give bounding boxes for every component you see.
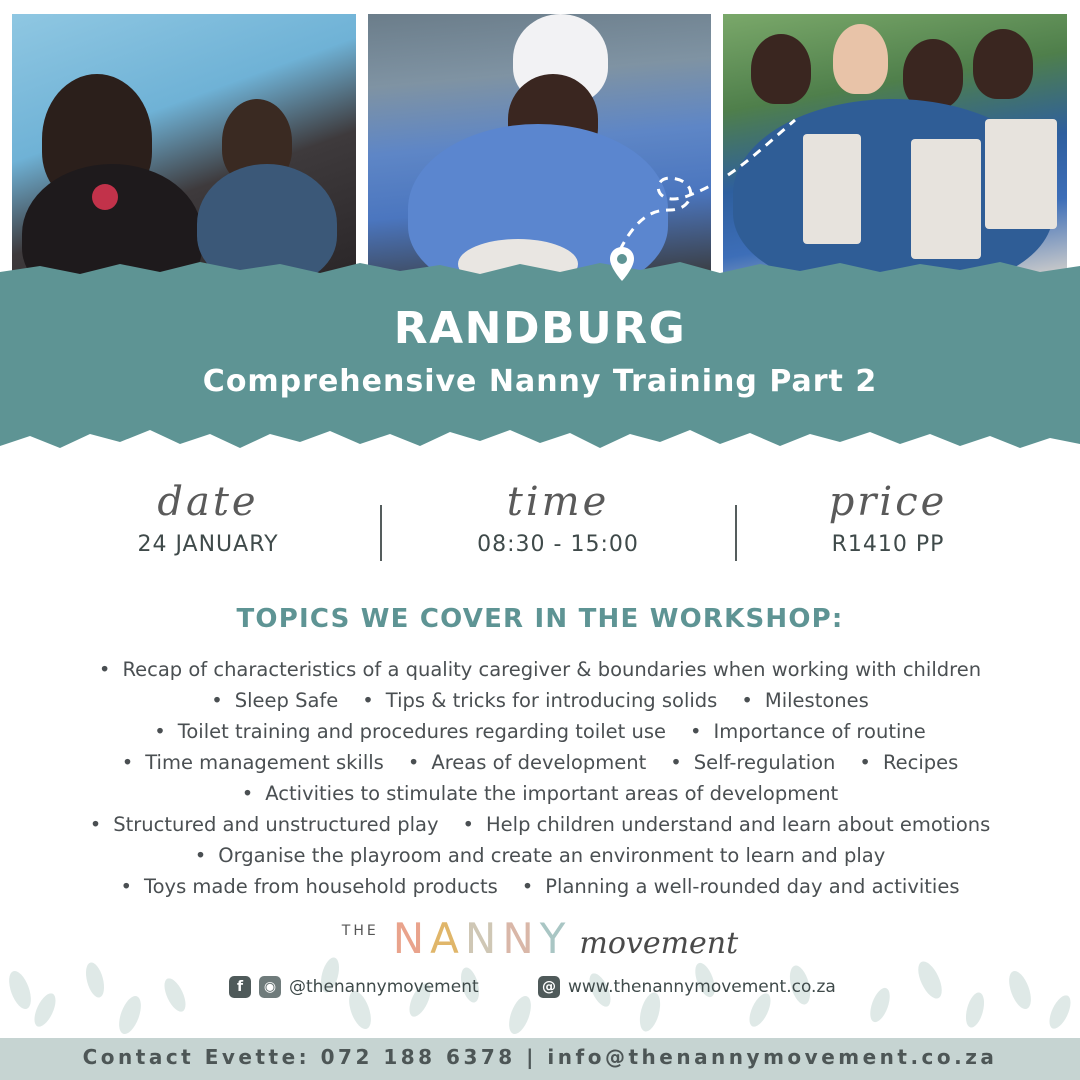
date-value: 24 JANUARY xyxy=(137,532,279,557)
instagram-icon[interactable]: ◉ xyxy=(259,976,281,998)
date-block xyxy=(58,476,358,557)
facebook-icon[interactable]: f xyxy=(229,976,251,998)
topic-item: • Areas of development xyxy=(408,747,646,778)
topic-line xyxy=(0,654,1080,685)
topic-item: • Toilet training and procedures regarding toilet use xyxy=(154,716,666,747)
topic-line xyxy=(0,747,1080,778)
topics-list xyxy=(0,654,1080,902)
topic-item: • Importance of routine xyxy=(690,716,926,747)
logo-letter: Y xyxy=(539,914,572,963)
social-handle[interactable] xyxy=(229,974,479,1000)
website-text[interactable]: www.thenannymovement.co.za xyxy=(568,977,836,997)
logo-letter: A xyxy=(430,914,465,963)
topic-line xyxy=(0,778,1080,809)
topic-item: • Planning a well-rounded day and activities xyxy=(522,871,960,902)
course-subtitle: Comprehensive Nanny Training Part 2 xyxy=(202,364,878,399)
time-block xyxy=(408,476,708,557)
time-label: time xyxy=(506,479,610,525)
logo-movement: movement xyxy=(579,926,739,961)
topic-item: • Recap of characteristics of a quality caregiver & boundaries when working with children xyxy=(99,654,981,685)
at-icon: @ xyxy=(538,976,560,998)
website-link[interactable] xyxy=(538,974,836,1000)
city-title: RANDBURG xyxy=(393,303,687,354)
topic-item: • Self-regulation xyxy=(670,747,835,778)
topic-item: • Tips & tricks for introducing solids xyxy=(362,685,717,716)
social-handle-text[interactable]: @thenannymovement xyxy=(289,977,479,997)
logo-the: THE xyxy=(341,923,379,939)
topic-line xyxy=(0,685,1080,716)
topic-item: • Toys made from household products xyxy=(120,871,497,902)
photo-strip xyxy=(0,0,1080,300)
topic-item: • Help children understand and learn about emotions xyxy=(462,809,990,840)
logo-letter: N xyxy=(502,914,540,963)
topic-line xyxy=(0,809,1080,840)
topic-item: • Sleep Safe xyxy=(211,685,338,716)
photo-workshop-participants xyxy=(12,14,356,279)
topic-item: • Organise the playroom and create an environment to learn and play xyxy=(195,840,886,871)
divider xyxy=(735,505,737,561)
torn-paper-shape xyxy=(0,258,1080,458)
topic-item: • Recipes xyxy=(859,747,958,778)
location-pin-icon xyxy=(609,246,635,282)
topic-item: • Time management skills xyxy=(122,747,384,778)
price-value: R1410 PP xyxy=(831,532,945,557)
topic-item: • Milestones xyxy=(741,685,868,716)
topic-line xyxy=(0,840,1080,871)
time-value: 08:30 - 15:00 xyxy=(477,532,639,557)
topic-item: • Structured and unstructured play xyxy=(90,809,439,840)
dashed-route-line xyxy=(600,60,800,260)
topics-heading: TOPICS WE COVER IN THE WORKSHOP: xyxy=(236,604,844,634)
price-block xyxy=(738,476,1038,557)
contact-text: Contact Evette: 072 188 6378 | info@thenannymovement.co.za xyxy=(82,1045,998,1069)
topic-item: • Activities to stimulate the important areas of development xyxy=(242,778,838,809)
topic-line xyxy=(0,716,1080,747)
date-label: date xyxy=(157,479,259,525)
price-label: price xyxy=(828,479,948,525)
logo-letter: N xyxy=(464,914,503,963)
divider xyxy=(380,505,382,561)
topic-line xyxy=(0,871,1080,902)
logo-letter: N xyxy=(392,914,431,963)
title-banner xyxy=(0,258,1080,458)
